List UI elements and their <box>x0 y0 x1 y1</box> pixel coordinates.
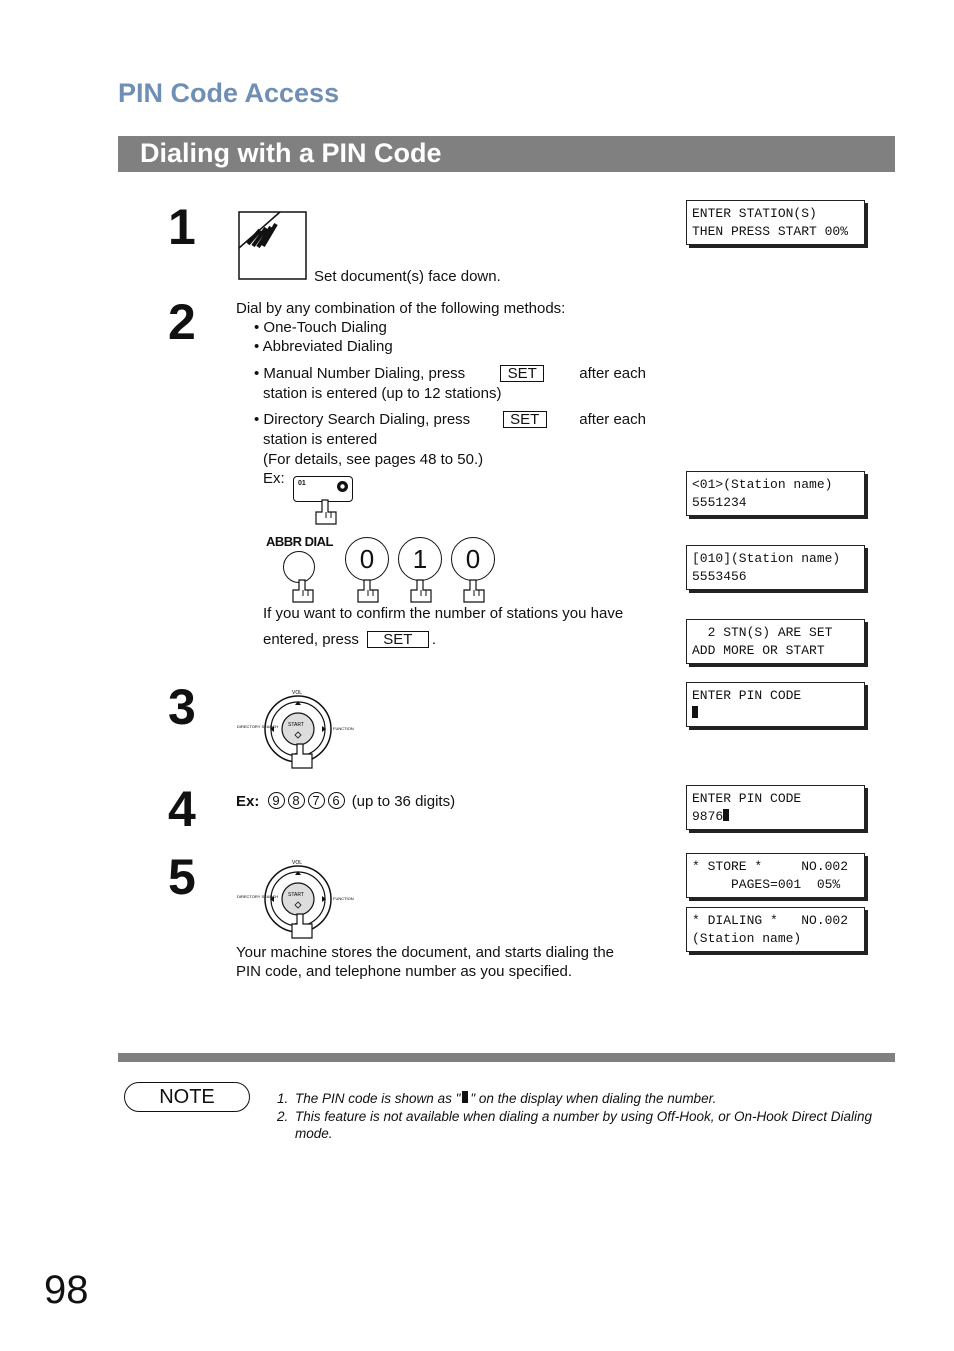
step2-bullet-onetouch: • One-Touch Dialing <box>254 319 387 336</box>
section-divider <box>118 1053 895 1062</box>
lcd-display-6 <box>686 785 865 830</box>
finger-press-icon <box>354 578 382 604</box>
one-touch-button-icon <box>336 480 349 493</box>
step2-intro: Dial by any combination of the following methods: <box>236 300 566 317</box>
directory-search-label: DIRECTORY SEARCH <box>237 724 279 729</box>
finger-press-icon <box>460 578 488 604</box>
one-touch-key-label: 01 <box>298 480 306 487</box>
step4-line <box>236 792 455 811</box>
abbr-dial-label: ABBR DIAL <box>266 534 333 549</box>
lcd-line: ENTER PIN CODE <box>692 688 802 703</box>
lcd-line: (Station name) <box>692 931 802 946</box>
step2-ex-label: Ex: <box>263 470 285 487</box>
directory-text: • Directory Search Dialing, press <box>254 411 471 428</box>
function-label: FUNCTION <box>333 726 354 731</box>
directory-text-after: after each <box>579 411 646 428</box>
lcd-line: ADD MORE OR START <box>692 643 825 658</box>
lcd-line: 2 STN(S) ARE SET <box>692 625 833 640</box>
lcd-line: THEN PRESS START 00% <box>692 224 849 239</box>
start-key-panel-icon <box>236 688 362 770</box>
step-number-3: 3 <box>168 679 196 735</box>
step1-caption: Set document(s) face down. <box>314 268 501 285</box>
note-number: 1. <box>277 1091 289 1106</box>
note-text: " on the display when dialing the number. <box>470 1091 717 1106</box>
digit-key-0: 0 <box>345 537 389 581</box>
lcd-line: ENTER STATION(S) <box>692 206 817 221</box>
set-key: SET <box>503 411 547 428</box>
document-face-down-icon <box>236 208 310 282</box>
digit-key-0b: 0 <box>451 537 495 581</box>
lcd-line: 9876 <box>692 809 724 824</box>
lcd-display-8 <box>686 907 865 952</box>
note-text: The PIN code is shown as " <box>295 1091 461 1106</box>
step2-bullet-manual <box>254 364 646 383</box>
step2-confirm-line2 <box>263 630 436 649</box>
step2-directory-line2: station is entered <box>263 431 378 448</box>
lcd-display-3 <box>686 545 865 590</box>
start-label: START <box>288 892 304 898</box>
start-label: START <box>288 722 304 728</box>
lcd-line: ENTER PIN CODE <box>692 791 802 806</box>
digit-8-key: 8 <box>288 792 305 809</box>
vol-label: VOL <box>292 860 303 866</box>
step2-confirm-line1: If you want to confirm the number of stations you have <box>263 605 624 622</box>
digit-9-key: 9 <box>268 792 285 809</box>
lcd-display-2 <box>686 471 865 516</box>
page-title: Dialing with a PIN Code <box>140 138 442 168</box>
note-badge: NOTE <box>124 1082 250 1112</box>
step4-note: (up to 36 digits) <box>351 793 456 810</box>
lcd-line: * STORE * NO.002 <box>692 859 849 874</box>
lcd-line: [010](Station name) <box>692 551 841 566</box>
set-key: SET <box>367 631 429 648</box>
cursor-block-icon <box>692 706 698 718</box>
function-label: FUNCTION <box>333 896 354 901</box>
lcd-display-1 <box>686 200 865 245</box>
section-title: PIN Code Access <box>118 78 340 108</box>
digit-6-key: 6 <box>328 792 345 809</box>
step-number-5: 5 <box>168 849 196 905</box>
step5-line1: Your machine stores the document, and starts dialing the <box>236 944 615 961</box>
manual-text-after: after each <box>579 365 646 382</box>
note-item-1 <box>277 1090 877 1108</box>
lcd-line: <01>(Station name) <box>692 477 833 492</box>
step5-line2: PIN code, and telephone number as you specified. <box>236 963 573 980</box>
note-text: This feature is not available when dialing a number by using Off-Hook, or On-Hook Direct Dialing mode. <box>295 1108 873 1141</box>
note-list <box>277 1090 877 1143</box>
step-number-1: 1 <box>168 199 196 255</box>
finger-press-icon <box>407 578 435 604</box>
finger-press-icon <box>289 578 317 604</box>
step2-bullet-directory <box>254 410 646 429</box>
lcd-line: * DIALING * NO.002 <box>692 913 849 928</box>
step-number-2: 2 <box>168 294 196 350</box>
lcd-display-4 <box>686 619 865 664</box>
vol-label: VOL <box>292 690 303 696</box>
confirm-text: entered, press <box>263 631 359 648</box>
lcd-display-5 <box>686 682 865 727</box>
cursor-block-icon <box>462 1091 468 1103</box>
finger-press-icon <box>312 498 340 526</box>
lcd-line: 5553456 <box>692 569 747 584</box>
directory-search-label: DIRECTORY SEARCH <box>237 894 279 899</box>
step2-manual-line2: station is entered (up to 12 stations) <box>263 385 502 402</box>
cursor-block-icon <box>723 809 729 821</box>
step2-directory-line3: (For details, see pages 48 to 50.) <box>263 451 484 468</box>
step-number-4: 4 <box>168 781 196 837</box>
digit-key-1: 1 <box>398 537 442 581</box>
note-item-2 <box>277 1108 877 1143</box>
digit-7-key: 7 <box>308 792 325 809</box>
page-number: 98 <box>44 1268 89 1312</box>
page-banner <box>118 136 895 172</box>
lcd-line: 5551234 <box>692 495 747 510</box>
step2-bullet-abbreviated: • Abbreviated Dialing <box>254 338 393 355</box>
step4-ex-label: Ex: <box>236 793 260 810</box>
lcd-line: PAGES=001 05% <box>692 877 841 892</box>
lcd-display-7 <box>686 853 865 898</box>
note-number: 2. <box>277 1108 289 1124</box>
set-key: SET <box>500 365 544 382</box>
start-key-panel-icon <box>236 858 362 940</box>
manual-text: • Manual Number Dialing, press <box>254 365 466 382</box>
confirm-period: . <box>431 631 437 648</box>
